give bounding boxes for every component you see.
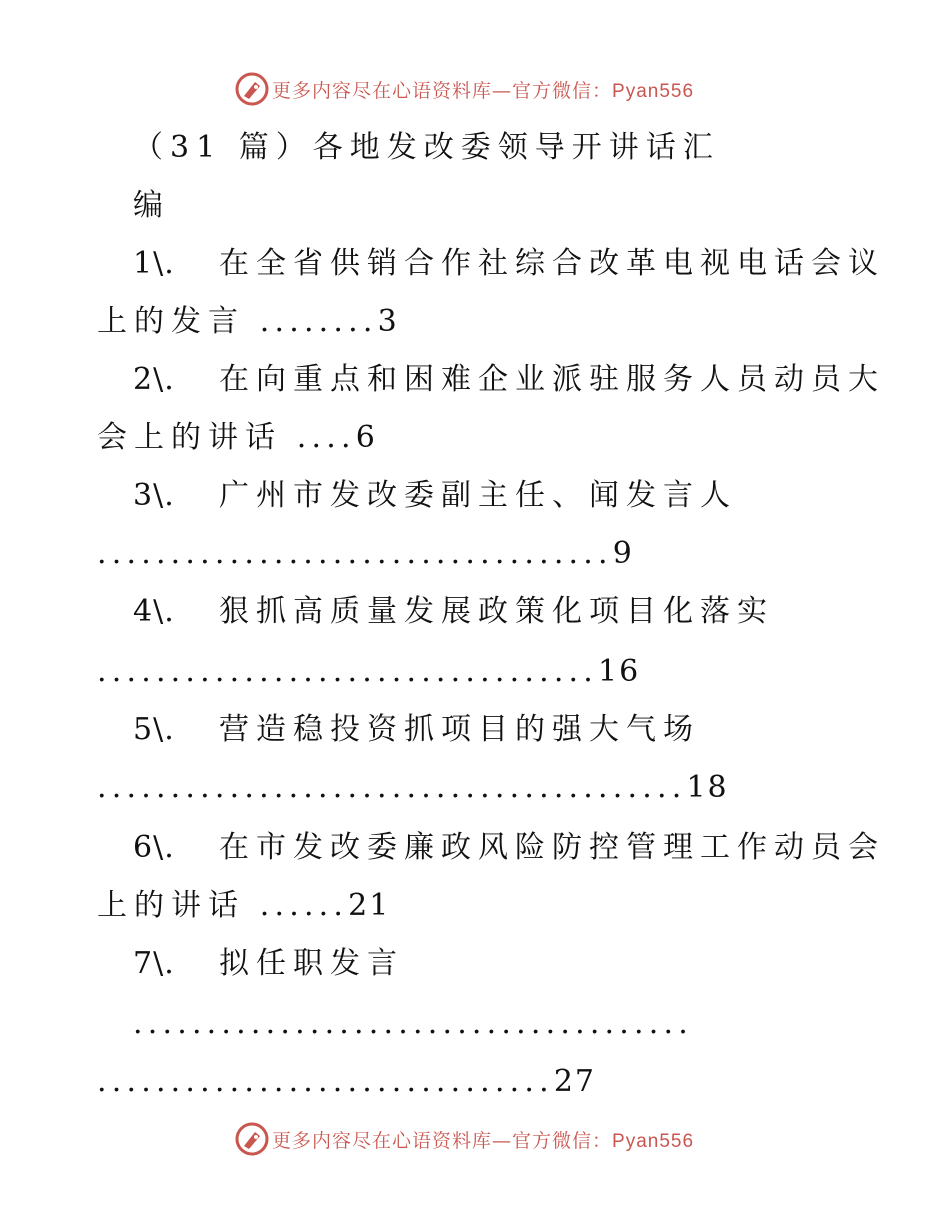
toc-title-cont: 上的发言 bbox=[97, 304, 245, 339]
toc-title-cont: 上的讲话 bbox=[97, 888, 245, 923]
doc-title-line2: 编 bbox=[133, 188, 170, 223]
toc-number: 7\. bbox=[133, 946, 175, 981]
watermark-text: 更多内容尽在心语资料库—官方微信：Pyan556 bbox=[272, 1130, 695, 1152]
toc-title: 营造稳投资抓项目的强大气场 bbox=[219, 712, 700, 747]
toc-entry-7-leader-a[interactable] bbox=[133, 1004, 693, 1044]
toc-dots: .................................. bbox=[97, 654, 599, 689]
toc-entry-7-leader-b[interactable] bbox=[97, 1062, 596, 1102]
watermark-footer bbox=[0, 1120, 950, 1160]
toc-title: 广州市发改委副主任、闻发言人 bbox=[219, 478, 737, 513]
toc-number: 2\. bbox=[133, 362, 175, 397]
toc-page: 27 bbox=[553, 1064, 597, 1099]
toc-dots: .... bbox=[282, 420, 356, 455]
toc-entry-6-cont[interactable] bbox=[97, 886, 390, 926]
toc-entry-6[interactable] bbox=[133, 828, 885, 868]
toc-title: 在全省供销合作社综合改革电视电话会议 bbox=[219, 246, 885, 281]
toc-title: 在市发改委廉政风险防控管理工作动员会 bbox=[219, 830, 885, 865]
toc-title: 在向重点和困难企业派驻服务人员动员大 bbox=[219, 362, 885, 397]
toc-dots: ................................... bbox=[97, 536, 613, 571]
toc-entry-5[interactable] bbox=[133, 710, 700, 750]
toc-entry-1-cont[interactable] bbox=[97, 302, 399, 342]
toc-dots: ........ bbox=[245, 304, 378, 339]
toc-number: 1\. bbox=[133, 246, 175, 281]
toc-dots: ...................................... bbox=[133, 1006, 693, 1041]
toc-entry-4-leader[interactable] bbox=[97, 652, 640, 692]
toc-entry-2-cont[interactable] bbox=[97, 418, 377, 458]
toc-dots: ...... bbox=[245, 888, 349, 923]
watermark-header bbox=[0, 70, 950, 110]
toc-dots: ........................................ bbox=[97, 770, 687, 805]
toc-page: 18 bbox=[686, 770, 729, 805]
pen-logo-icon bbox=[235, 1122, 269, 1156]
toc-page: 16 bbox=[598, 654, 641, 689]
toc-number: 6\. bbox=[133, 830, 175, 865]
toc-page: 9 bbox=[612, 536, 634, 571]
toc-entry-3-leader[interactable] bbox=[97, 534, 634, 574]
watermark-text: 更多内容尽在心语资料库—官方微信：Pyan556 bbox=[272, 80, 695, 102]
toc-number: 3\. bbox=[133, 478, 175, 513]
toc-entry-3[interactable] bbox=[133, 476, 737, 516]
pen-logo-icon bbox=[235, 72, 269, 106]
toc-number: 5\. bbox=[133, 712, 175, 747]
toc-entry-1[interactable] bbox=[133, 244, 885, 284]
toc-entry-5-leader[interactable] bbox=[97, 768, 729, 808]
toc-page: 21 bbox=[348, 888, 391, 923]
doc-title-line1: （31 篇）各地发改委领导开讲话汇 bbox=[133, 130, 720, 165]
toc-number: 4\. bbox=[133, 594, 175, 629]
toc-entry-4[interactable] bbox=[133, 592, 774, 632]
toc-title-cont: 会上的讲话 bbox=[97, 420, 282, 455]
toc-page: 6 bbox=[355, 420, 377, 455]
toc-entry-2[interactable] bbox=[133, 360, 885, 400]
toc-title: 拟任职发言 bbox=[219, 946, 404, 981]
toc-title: 狠抓高质量发展政策化项目化落实 bbox=[219, 594, 774, 629]
toc-dots: ............................... bbox=[97, 1064, 554, 1099]
toc-entry-7[interactable] bbox=[133, 944, 404, 984]
toc-page: 3 bbox=[377, 304, 399, 339]
